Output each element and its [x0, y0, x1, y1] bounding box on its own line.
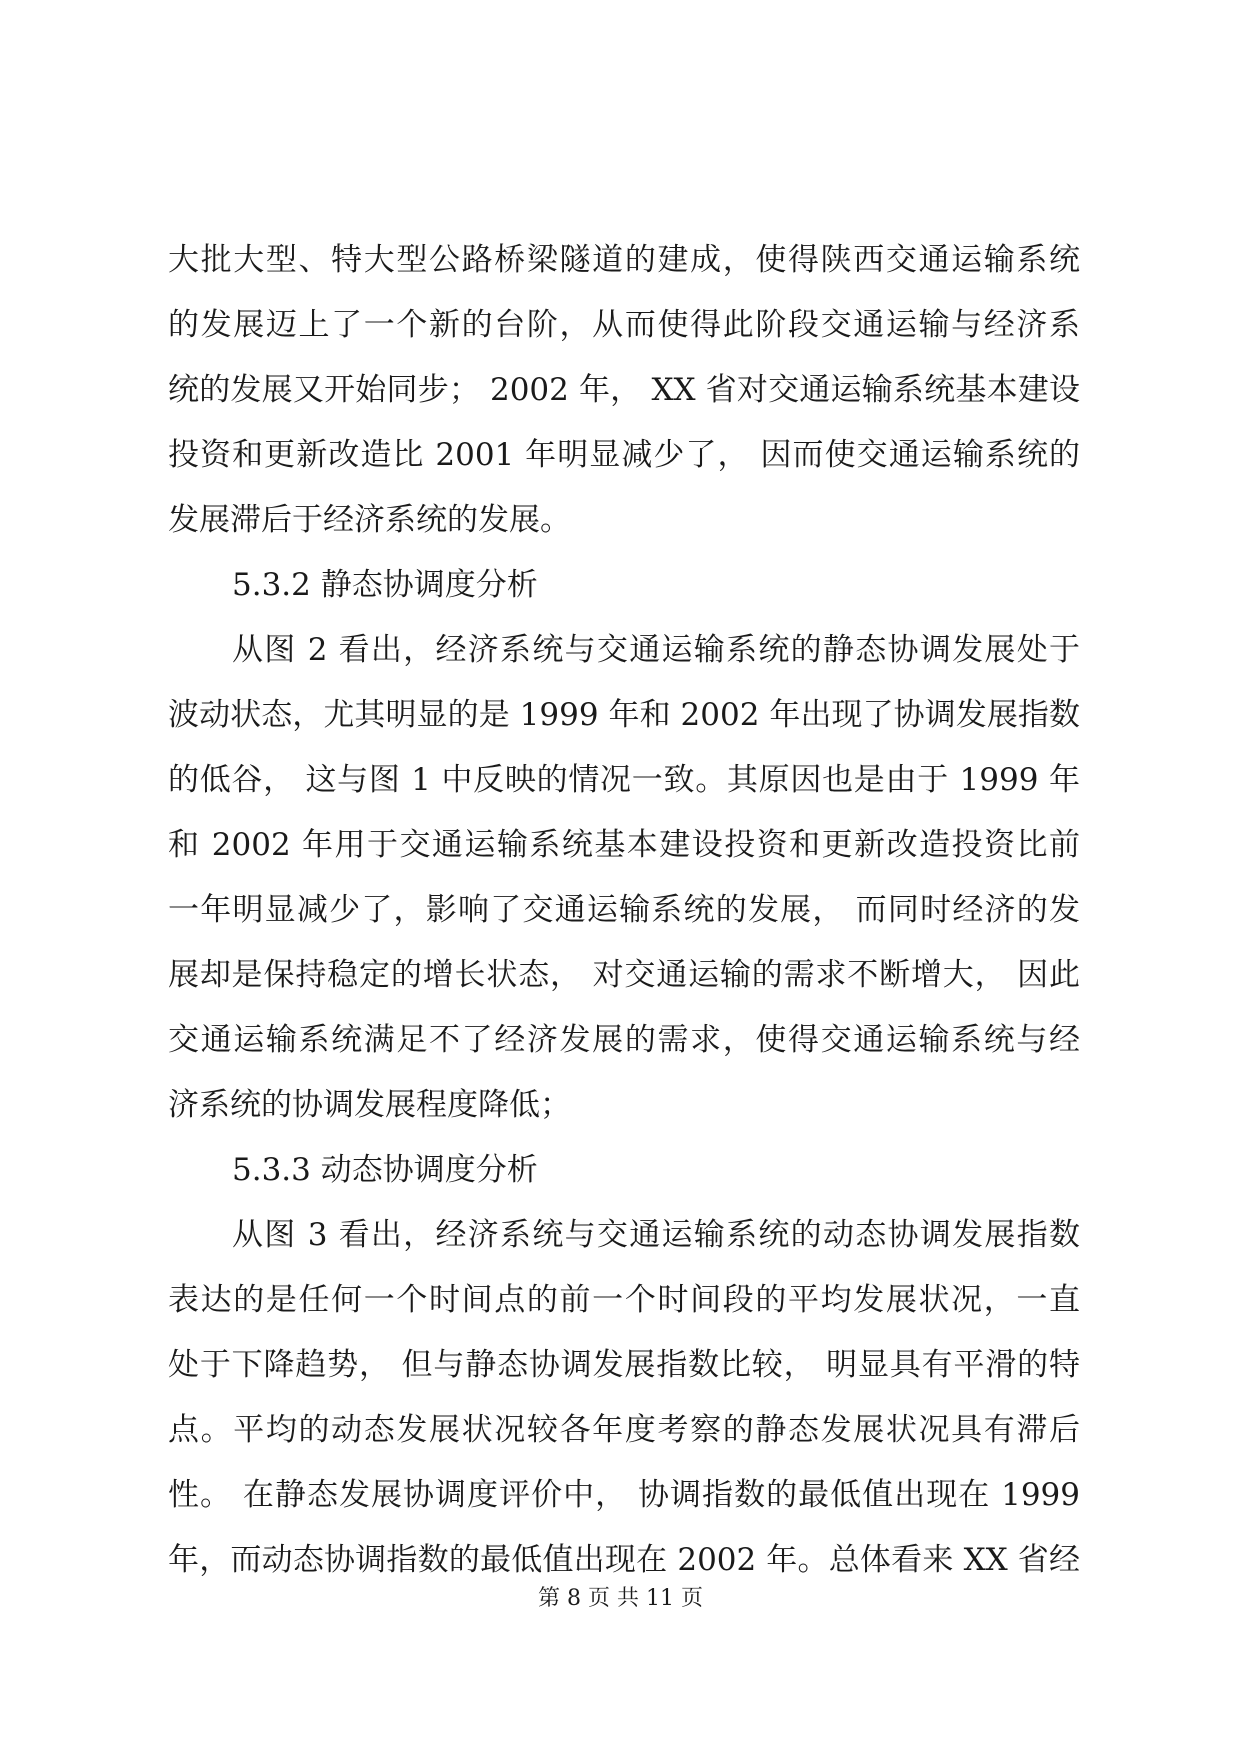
text-line: 5.3.2 静态协调度分析 — [232, 567, 538, 603]
text-line: 从图 2 看出，经济系统与交通运输系统的静态协调发展处于 — [232, 632, 1080, 668]
text-line: 从图 3 看出，经济系统与交通运输系统的动态协调发展指数 — [232, 1217, 1080, 1253]
text-line: 一年明显减少了，影响了交通运输系统的发展， 而同时经济的发 — [168, 892, 1080, 928]
text-line: 的低谷， 这与图 1 中反映的情况一致。其原因也是由于 1999 年 — [168, 762, 1080, 798]
text-line: 济系统的协调发展程度降低； — [168, 1087, 571, 1123]
text-line: 性。 在静态发展协调度评价中， 协调指数的最低值出现在 1999 — [168, 1477, 1080, 1513]
text-line: 表达的是任何一个时间点的前一个时间段的平均发展状况，一直 — [168, 1282, 1080, 1318]
text-line: 发展滞后于经济系统的发展。 — [168, 502, 571, 538]
text-line: 点。平均的动态发展状况较各年度考察的静态发展状况具有滞后 — [168, 1412, 1080, 1448]
body-text — [168, 228, 1080, 1593]
text-line: 展却是保持稳定的增长状态， 对交通运输的需求不断增大， 因此 — [168, 957, 1080, 993]
text-line: 的发展迈上了一个新的台阶，从而使得此阶段交通运输与经济系 — [168, 307, 1080, 343]
text-line: 统的发展又开始同步； 2002 年， XX 省对交通运输系统基本建设 — [168, 372, 1080, 408]
page-footer: 第 8 页 共 11 页 — [538, 1586, 703, 1611]
text-line: 和 2002 年用于交通运输系统基本建设投资和更新改造投资比前 — [168, 827, 1080, 863]
text-line: 年，而动态协调指数的最低值出现在 2002 年。总体看来 XX 省经 — [168, 1542, 1080, 1578]
text-line: 5.3.3 动态协调度分析 — [232, 1152, 538, 1188]
text-line: 交通运输系统满足不了经济发展的需求，使得交通运输系统与经 — [168, 1022, 1080, 1058]
text-line: 大批大型、特大型公路桥梁隧道的建成，使得陕西交通运输系统 — [168, 242, 1080, 278]
text-line: 处于下降趋势， 但与静态协调发展指数比较， 明显具有平滑的特 — [168, 1347, 1080, 1383]
text-line: 波动状态，尤其明显的是 1999 年和 2002 年出现了协调发展指数 — [168, 697, 1080, 733]
text-line: 投资和更新改造比 2001 年明显减少了， 因而使交通运输系统的 — [168, 437, 1080, 473]
